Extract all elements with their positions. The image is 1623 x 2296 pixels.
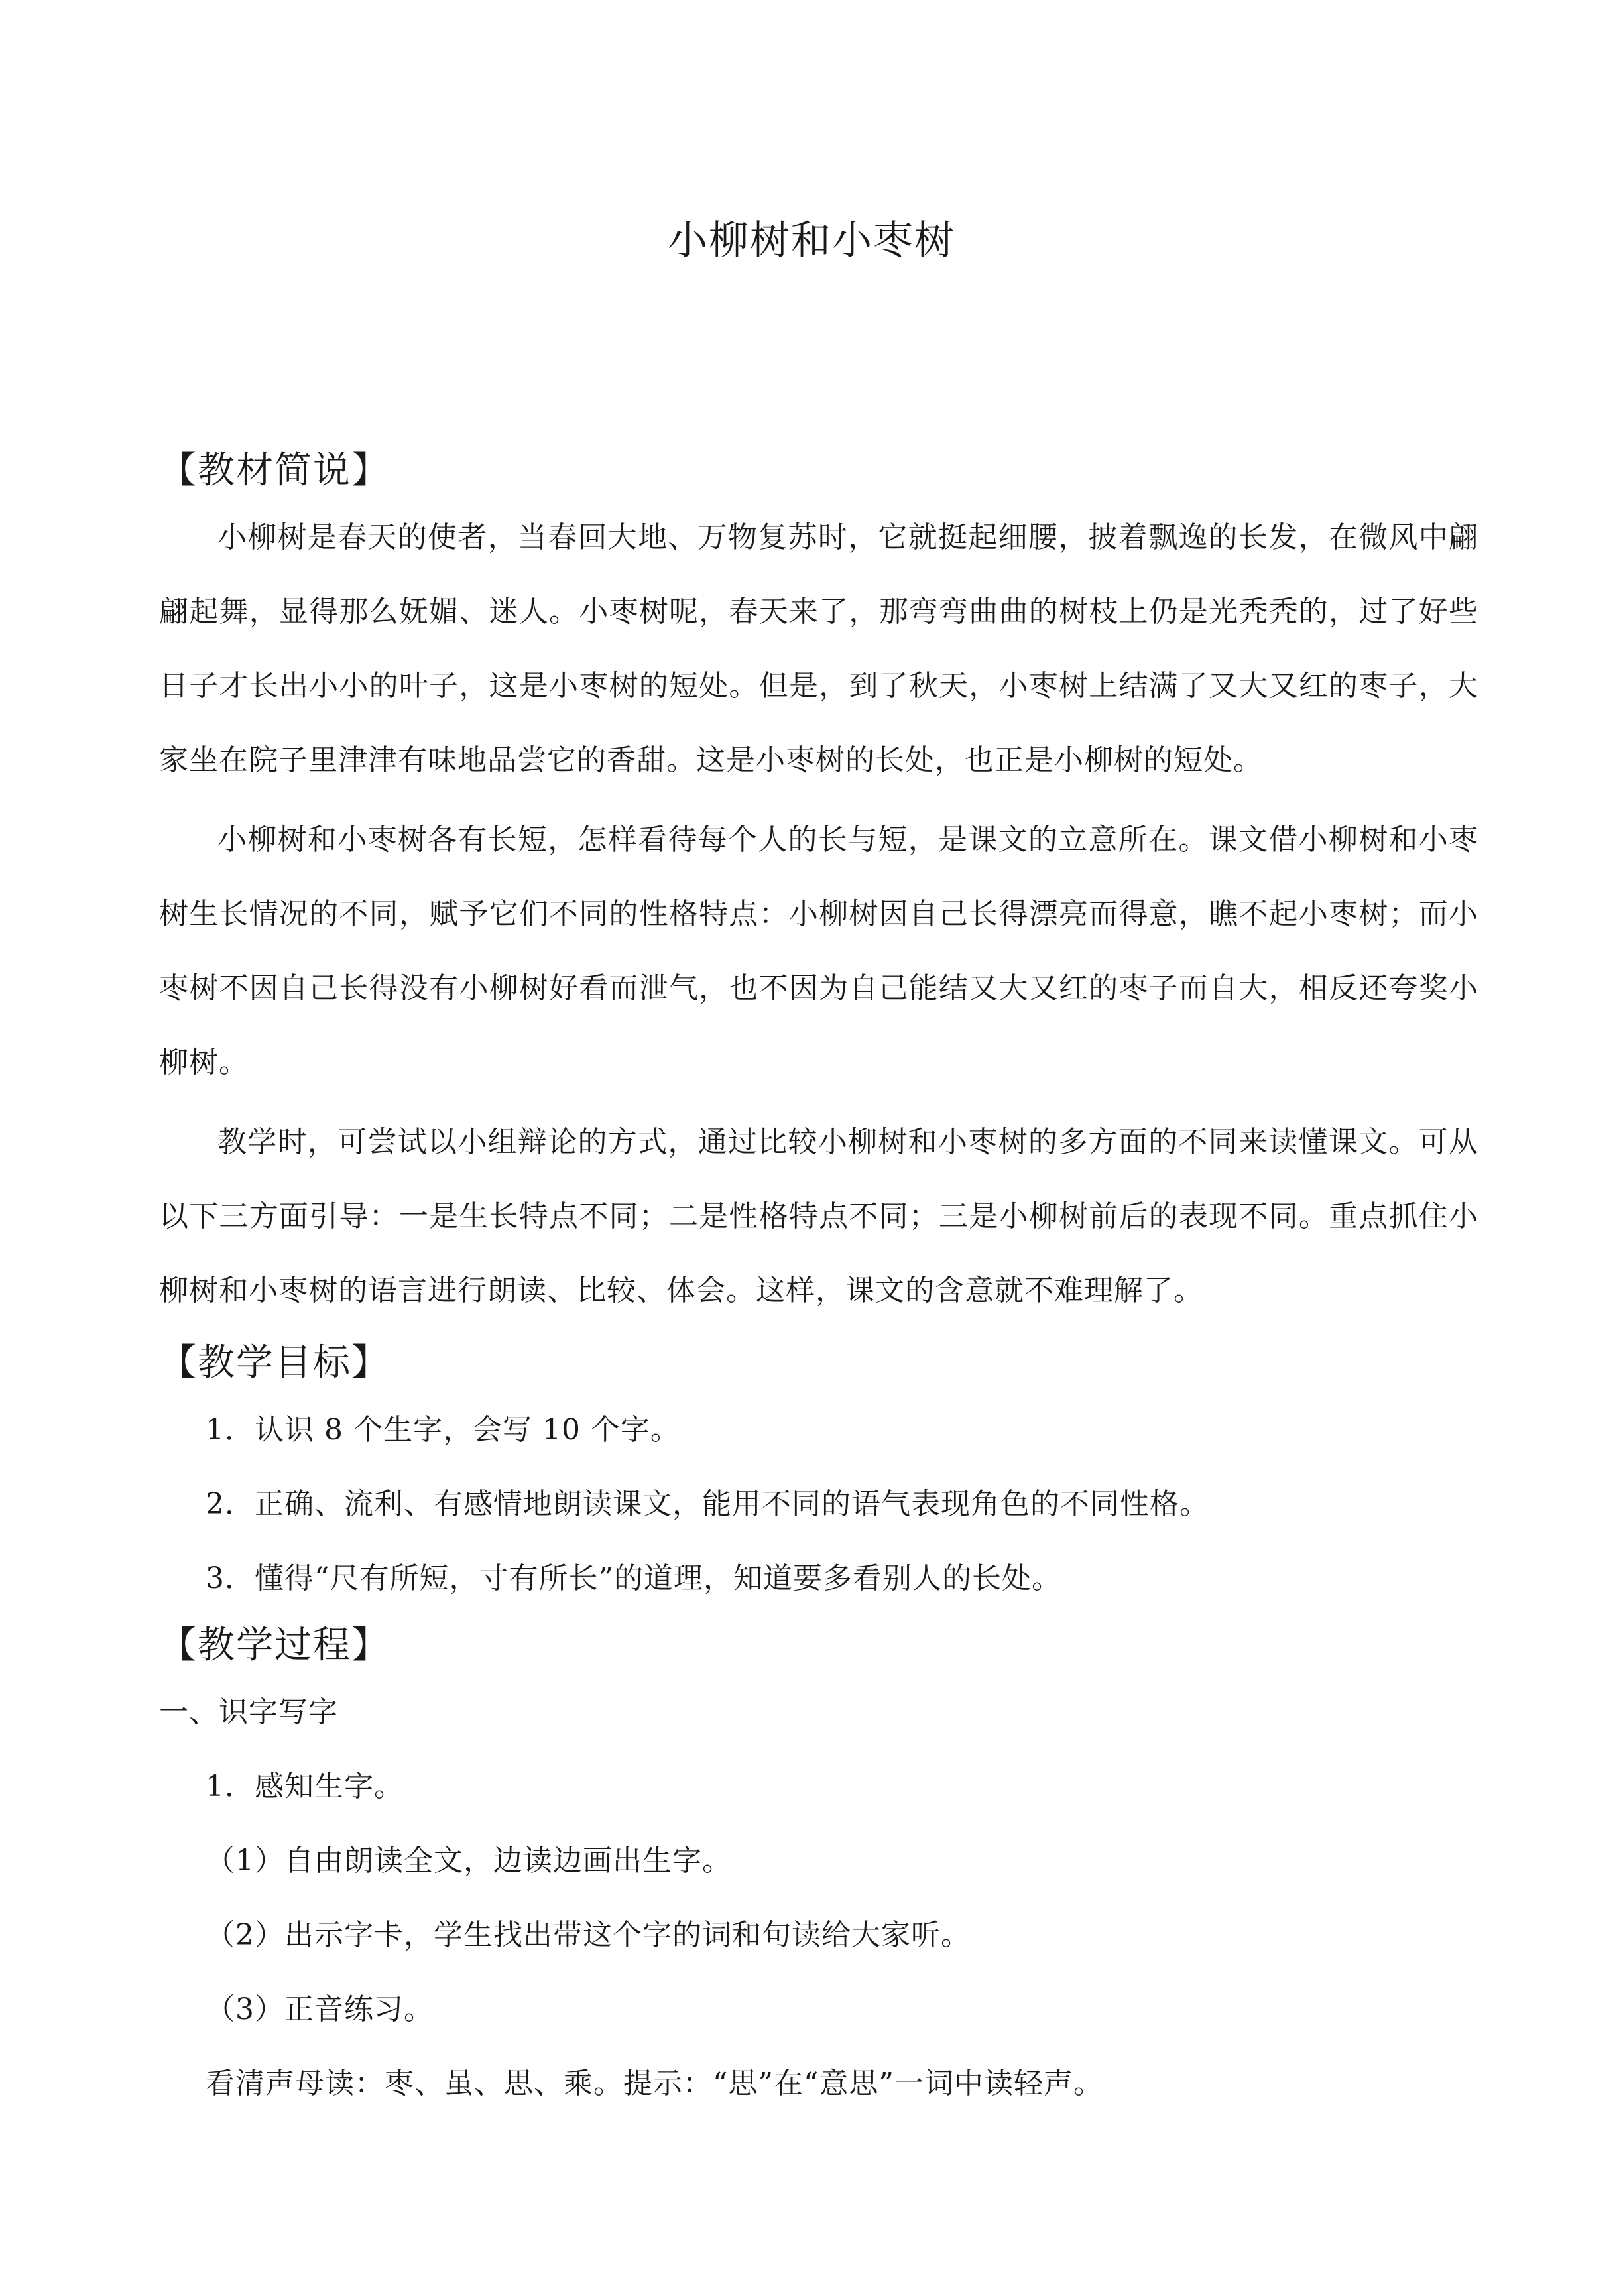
- process-sub-item-2: （2）出示字卡，学生找出带这个字的词和句读给大家听。: [206, 1918, 971, 1952]
- process-step-1: 1．感知生字。: [206, 1770, 404, 1803]
- intro-paragraph-3: 教学时，可尝试以小组辩论的方式，通过比较小柳树和小枣树的多方面的不同来读懂课文。可从以下三方面引导：一是生长特点不同；二是性格特点不同；三是小柳树前后的表现不同。重点抓住小柳树和小枣树的语言进行朗读、比较、体会。这样，课文的含意就不难理解了。: [159, 1125, 1478, 1307]
- process-note: 看清声母读：枣、虽、思、乘。提示：“思”在“意思”一词中读轻声。: [206, 2067, 1103, 2100]
- process-sub-item-1: （1）自由朗读全文，边读边画出生字。: [206, 1844, 732, 1878]
- goal-item-2: 2．正确、流利、有感情地朗读课文，能用不同的语气表现角色的不同性格。: [206, 1487, 1209, 1521]
- document-body: [159, 441, 1478, 2121]
- document-title: 小柳树和小枣树: [668, 217, 955, 264]
- section-heading-goals: 【教学目标】: [159, 1341, 390, 1384]
- intro-paragraph-1: 小柳树是春天的使者，当春回大地、万物复苏时，它就挺起细腰，披着飘逸的长发，在微风中翩翩起舞，显得那么妩媚、迷人。小枣树呢，春天来了，那弯弯曲曲的树枝上仍是光秃秃的，过了好些日子才长出小小的叶子，这是小枣树的短处。但是，到了秋天，小枣树上结满了又大又红的枣子，大家坐在院子里津津有味地品尝它的香甜。这是小枣树的长处，也正是小柳树的短处。: [159, 520, 1478, 777]
- section-heading-intro: 【教材简说】: [159, 449, 390, 492]
- goal-item-1: 1．认识 8 个生字，会写 10 个字。: [206, 1413, 680, 1447]
- process-sub-item-3: （3）正音练习。: [206, 1992, 434, 2026]
- intro-paragraph-2: 小柳树和小枣树各有长短，怎样看待每个人的长与短，是课文的立意所在。课文借小柳树和小枣树生长情况的不同，赋予它们不同的性格特点：小柳树因自己长得漂亮而得意，瞧不起小枣树；而小枣树不因自己长得没有小柳树好看而泄气，也不因为自己能结又大又红的枣子而自大，相反还夸奖小柳树。: [159, 823, 1478, 1079]
- process-part-1-title: 一、识字写字: [159, 1695, 338, 1729]
- section-heading-process: 【教学过程】: [159, 1624, 390, 1667]
- goal-item-3: 3．懂得“尺有所短，寸有所长”的道理，知道要多看别人的长处。: [206, 1561, 1061, 1595]
